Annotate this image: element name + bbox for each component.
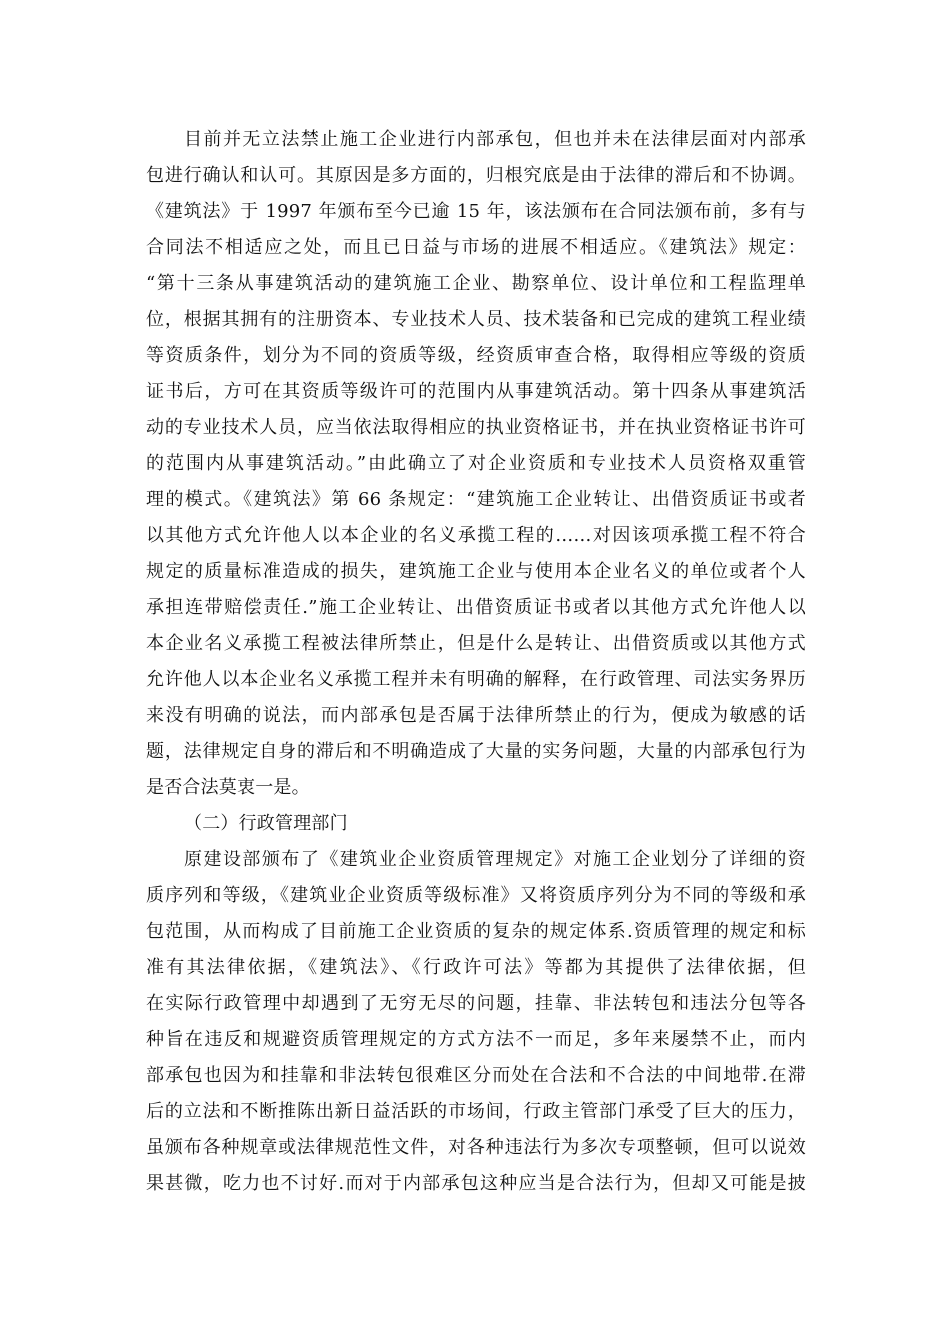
- paragraph-1-line: 证书后，方可在其资质等级许可的范围内从事建筑活动。第十四条从事建筑活: [146, 381, 806, 402]
- paragraph-2-line: 准有其法律依据，《建筑法》、《行政许可法》等都为其提供了法律依据，但: [146, 957, 806, 978]
- paragraph-1-line: 动的专业技术人员，应当依法取得相应的执业资格证书，并在执业资格证书许可: [146, 417, 806, 438]
- paragraph-1-line: 《建筑法》于 1997 年颁布至今已逾 15 年，该法颁布在合同法颁布前，多有与: [146, 201, 806, 222]
- paragraph-1-line: 来没有明确的说法，而内部承包是否属于法律所禁止的行为，便成为敏感的话: [146, 705, 806, 726]
- paragraph-1-line: 题，法律规定自身的滞后和不明确造成了大量的实务问题，大量的内部承包行为: [146, 741, 806, 762]
- paragraph-2-line: 包范围，从而构成了目前施工企业资质的复杂的规定体系.资质管理的规定和标: [146, 921, 806, 942]
- paragraph-1-line: 以其他方式允许他人以本企业的名义承揽工程的……对因该项承揽工程不符合: [146, 525, 806, 546]
- paragraph-2-line: 虽颁布各种规章或法律规范性文件，对各种违法行为多次专项整顿，但可以说效: [146, 1137, 806, 1158]
- section-heading-block: [146, 806, 806, 842]
- paragraph-1-line: 本企业名义承揽工程被法律所禁止，但是什么是转让、出借资质或以其他方式: [146, 633, 806, 654]
- paragraph-2-line: 部承包也因为和挂靠和非法转包很难区分而处在合法和不合法的中间地带.在滞: [146, 1065, 806, 1086]
- paragraph-1-line: 规定的质量标准造成的损失，建筑施工企业与使用本企业名义的单位或者个人: [146, 561, 806, 582]
- paragraph-2-line: 原建设部颁布了《建筑业企业资质管理规定》对施工企业划分了详细的资: [184, 849, 806, 870]
- paragraph-2-line: 质序列和等级，《建筑业企业资质等级标准》又将资质序列分为不同的等级和承: [146, 885, 806, 906]
- paragraph-1-line: 允许他人以本企业名义承揽工程并未有明确的解释，在行政管理、司法实务界历: [146, 669, 806, 690]
- paragraph-1-line: 承担连带赔偿责任.”施工企业转让、出借资质证书或者以其他方式允许他人以: [146, 597, 806, 618]
- paragraph-1-line: 理的模式。《建筑法》第 66 条规定：“建筑施工企业转让、出借资质证书或者: [146, 489, 806, 510]
- paragraph-2-line: 后的立法和不断推陈出新日益活跃的市场间，行政主管部门承受了巨大的压力，: [146, 1101, 806, 1122]
- paragraph-1-line: 是否合法莫衷一是。: [146, 777, 310, 798]
- paragraph-2: [146, 842, 806, 1202]
- paragraph-1-line: 位，根据其拥有的注册资本、专业技术人员、技术装备和已完成的建筑工程业绩: [146, 309, 806, 330]
- section-heading: （二）行政管理部门: [184, 813, 348, 834]
- paragraph-2-line: 种旨在违反和规避资质管理规定的方式方法不一而足，多年来屡禁不止，而内: [146, 1029, 806, 1050]
- paragraph-2-line: 果甚微，吃力也不讨好.而对于内部承包这种应当是合法行为，但却又可能是披: [146, 1173, 806, 1194]
- paragraph-1-line: 等资质条件，划分为不同的资质等级，经资质审查合格，取得相应等级的资质: [146, 345, 806, 366]
- paragraph-1: [146, 122, 806, 806]
- paragraph-1-line: 的范围内从事建筑活动。”由此确立了对企业资质和专业技术人员资格双重管: [146, 453, 806, 474]
- paragraph-1-line: “第十三条从事建筑活动的建筑施工企业、勘察单位、设计单位和工程监理单: [146, 273, 806, 294]
- paragraph-1-line: 合同法不相适应之处，而且已日益与市场的进展不相适应。《建筑法》规定：: [146, 237, 806, 258]
- paragraph-1-line: 包进行确认和认可。其原因是多方面的，归根究底是由于法律的滞后和不协调。: [146, 165, 806, 186]
- paragraph-1-line: 目前并无立法禁止施工企业进行内部承包，但也并未在法律层面对内部承: [184, 129, 806, 150]
- paragraph-2-line: 在实际行政管理中却遇到了无穷无尽的问题，挂靠、非法转包和违法分包等各: [146, 993, 806, 1014]
